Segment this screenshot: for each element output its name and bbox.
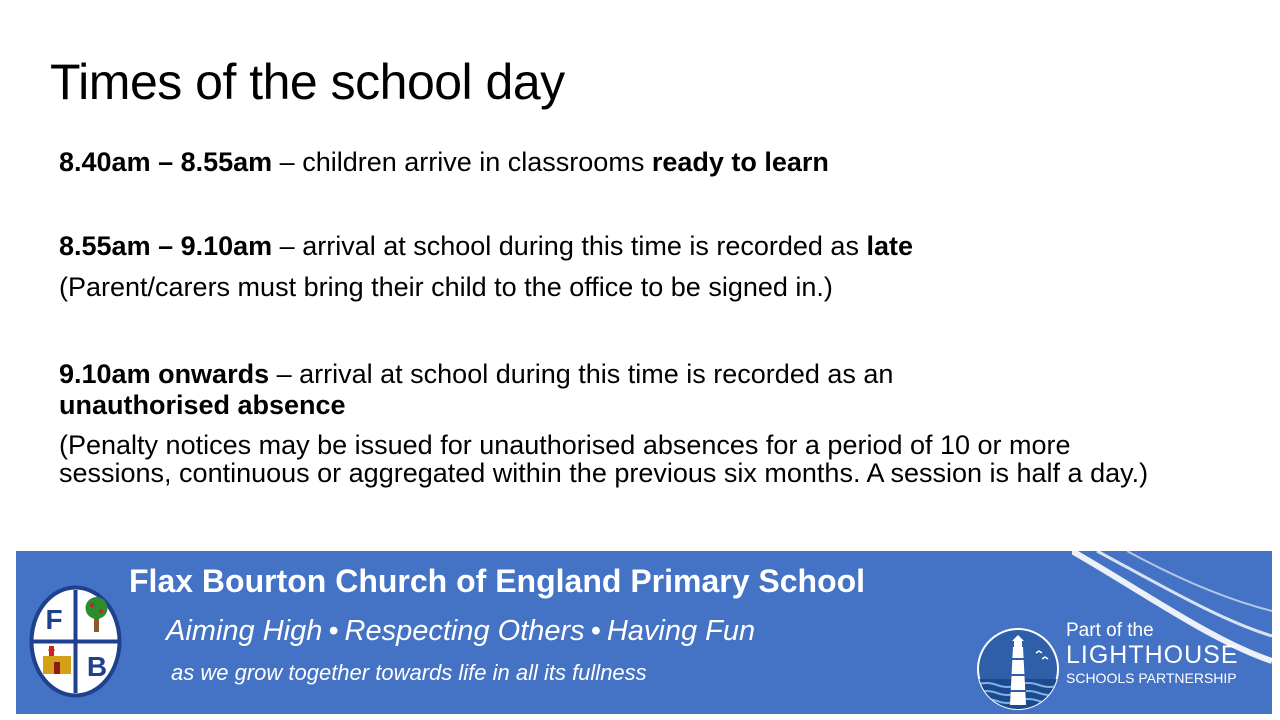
arrival-separator: – <box>272 147 303 177</box>
time-block-arrival <box>59 147 1179 178</box>
school-name: Flax Bourton Church of England Primary School <box>129 563 866 599</box>
unauthorised-separator: – <box>269 359 300 389</box>
motto-aiming-high: Aiming High <box>166 615 323 647</box>
late-time: 8.55am – 9.10am <box>59 231 273 261</box>
unauthorised-time: 9.10am onwards <box>59 359 270 389</box>
unauthorised-text: arrival at school during this time is recorded as an <box>299 359 894 389</box>
unauthorised-emphasis: unauthorised absence <box>59 390 346 421</box>
time-block-late <box>59 231 1179 303</box>
motto-separator: • <box>590 615 601 647</box>
late-note: (Parent/carers must bring their child to the office to be signed in.) <box>59 272 833 303</box>
unauthorised-note: (Penalty notices may be issued for unauthorised absences for a period of 10 or more sessions, continuous or aggregated within the previous six months. A session is half a day.) <box>59 430 1149 489</box>
motto-having-fun: Having Fun <box>606 615 756 647</box>
time-block-unauthorised <box>59 359 1179 488</box>
crest-letter-f: F <box>45 604 63 635</box>
lighthouse-partnership-icon <box>976 627 1060 711</box>
arrival-emphasis: ready to learn <box>651 147 829 177</box>
partnership-text <box>1066 621 1239 688</box>
motto-respecting-others: Respecting Others <box>344 615 585 647</box>
motto-separator: • <box>328 615 339 647</box>
arrival-time: 8.40am – 8.55am <box>59 147 273 177</box>
crest-letter-b: B <box>86 651 108 682</box>
arrival-line <box>59 147 1179 178</box>
partnership-subtitle: SCHOOLS PARTNERSHIP <box>1066 670 1237 687</box>
unauthorised-line <box>59 359 1179 390</box>
school-motto <box>166 615 755 648</box>
slide-title: Times of the school day <box>50 54 565 110</box>
school-banner <box>16 551 1272 714</box>
late-text: arrival at school during this time is recorded as <box>302 231 867 261</box>
late-line <box>59 231 1179 262</box>
arrival-text: children arrive in classrooms <box>302 147 652 177</box>
school-crest-logo <box>28 584 123 699</box>
school-tagline: as we grow together towards life in all its fullness <box>171 660 647 685</box>
partnership-name: LIGHTHOUSE <box>1066 640 1239 669</box>
late-separator: – <box>272 231 303 261</box>
partnership-prefix: Part of the <box>1066 620 1154 641</box>
late-emphasis: late <box>866 231 913 261</box>
